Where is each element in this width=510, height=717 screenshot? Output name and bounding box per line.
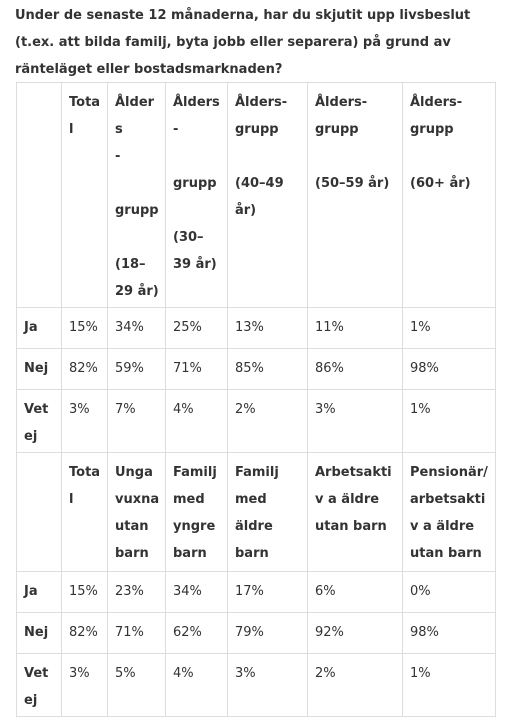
cell-value: 25% bbox=[166, 308, 228, 349]
cell-value: 23% bbox=[108, 572, 166, 613]
header-cell-empty bbox=[17, 83, 62, 308]
cell-value: 98% bbox=[403, 349, 496, 390]
header-retired-working-older: Pensionär/ arbetsaktiv a äldre utan barn bbox=[403, 453, 496, 572]
cell-value: 7% bbox=[108, 390, 166, 453]
header-age-18-29: Ålders - grupp (18– 29 år) bbox=[108, 83, 166, 308]
table-row bbox=[17, 572, 496, 613]
cell-value: 5% bbox=[108, 654, 166, 717]
cell-value: 71% bbox=[108, 613, 166, 654]
cell-value: 34% bbox=[166, 572, 228, 613]
header-age-40-49: Ålders- grupp (40–49 år) bbox=[228, 83, 308, 308]
cell-value: 71% bbox=[166, 349, 228, 390]
cell-value: 17% bbox=[228, 572, 308, 613]
table-row bbox=[17, 349, 496, 390]
cell-value: 4% bbox=[166, 390, 228, 453]
header-working-older-no-children: Arbetsaktiv a äldre utan barn bbox=[308, 453, 403, 572]
table-row bbox=[17, 654, 496, 717]
cell-value: 62% bbox=[166, 613, 228, 654]
household-type-header-row bbox=[17, 453, 496, 572]
header-age-30-39: Ålders- grupp (30– 39 år) bbox=[166, 83, 228, 308]
cell-value: 1% bbox=[403, 654, 496, 717]
cell-value: 2% bbox=[228, 390, 308, 453]
cell-value: 59% bbox=[108, 349, 166, 390]
cell-value: 98% bbox=[403, 613, 496, 654]
header-age-50-59: Ålders- grupp (50–59 år) bbox=[308, 83, 403, 308]
header-cell-empty bbox=[17, 453, 62, 572]
cell-value: 4% bbox=[166, 654, 228, 717]
cell-value: 1% bbox=[403, 390, 496, 453]
cell-value: 15% bbox=[62, 308, 108, 349]
cell-value: 6% bbox=[308, 572, 403, 613]
cell-value: 82% bbox=[62, 613, 108, 654]
cell-value: 3% bbox=[308, 390, 403, 453]
cell-value: 82% bbox=[62, 349, 108, 390]
row-label-vet-ej: Vet ej bbox=[17, 390, 62, 453]
header-age-60-plus: Ålders- grupp (60+ år) bbox=[403, 83, 496, 308]
table-row bbox=[17, 613, 496, 654]
survey-question: Under de senaste 12 månaderna, har du skjutit upp livsbeslut (t.ex. att bilda familj, byta jobb eller separera) på grund av ränteläget eller bostadsmarknaden? bbox=[15, 8, 471, 77]
cell-value: 1% bbox=[403, 308, 496, 349]
header-family-older-children: Familj med äldre barn bbox=[228, 453, 308, 572]
cell-value: 34% bbox=[108, 308, 166, 349]
cell-value: 0% bbox=[403, 572, 496, 613]
cell-value: 92% bbox=[308, 613, 403, 654]
age-group-header-row bbox=[17, 83, 496, 308]
cell-value: 3% bbox=[228, 654, 308, 717]
cell-value: 3% bbox=[62, 390, 108, 453]
cell-value: 15% bbox=[62, 572, 108, 613]
row-label-ja: Ja bbox=[17, 308, 62, 349]
cell-value: 13% bbox=[228, 308, 308, 349]
cell-value: 11% bbox=[308, 308, 403, 349]
row-label-vet-ej: Vet ej bbox=[17, 654, 62, 717]
row-label-nej: Nej bbox=[17, 349, 62, 390]
header-young-adults-no-children: Unga vuxna utan barn bbox=[108, 453, 166, 572]
row-label-ja: Ja bbox=[17, 572, 62, 613]
cell-value: 3% bbox=[62, 654, 108, 717]
cell-value: 79% bbox=[228, 613, 308, 654]
results-table bbox=[16, 82, 496, 717]
row-label-nej: Nej bbox=[17, 613, 62, 654]
table-row bbox=[17, 390, 496, 453]
header-family-younger-children: Familj med yngre barn bbox=[166, 453, 228, 572]
header-total: Tota l bbox=[62, 83, 108, 308]
cell-value: 85% bbox=[228, 349, 308, 390]
table-row bbox=[17, 308, 496, 349]
cell-value: 2% bbox=[308, 654, 403, 717]
header-total: Tota l bbox=[62, 453, 108, 572]
cell-value: 86% bbox=[308, 349, 403, 390]
